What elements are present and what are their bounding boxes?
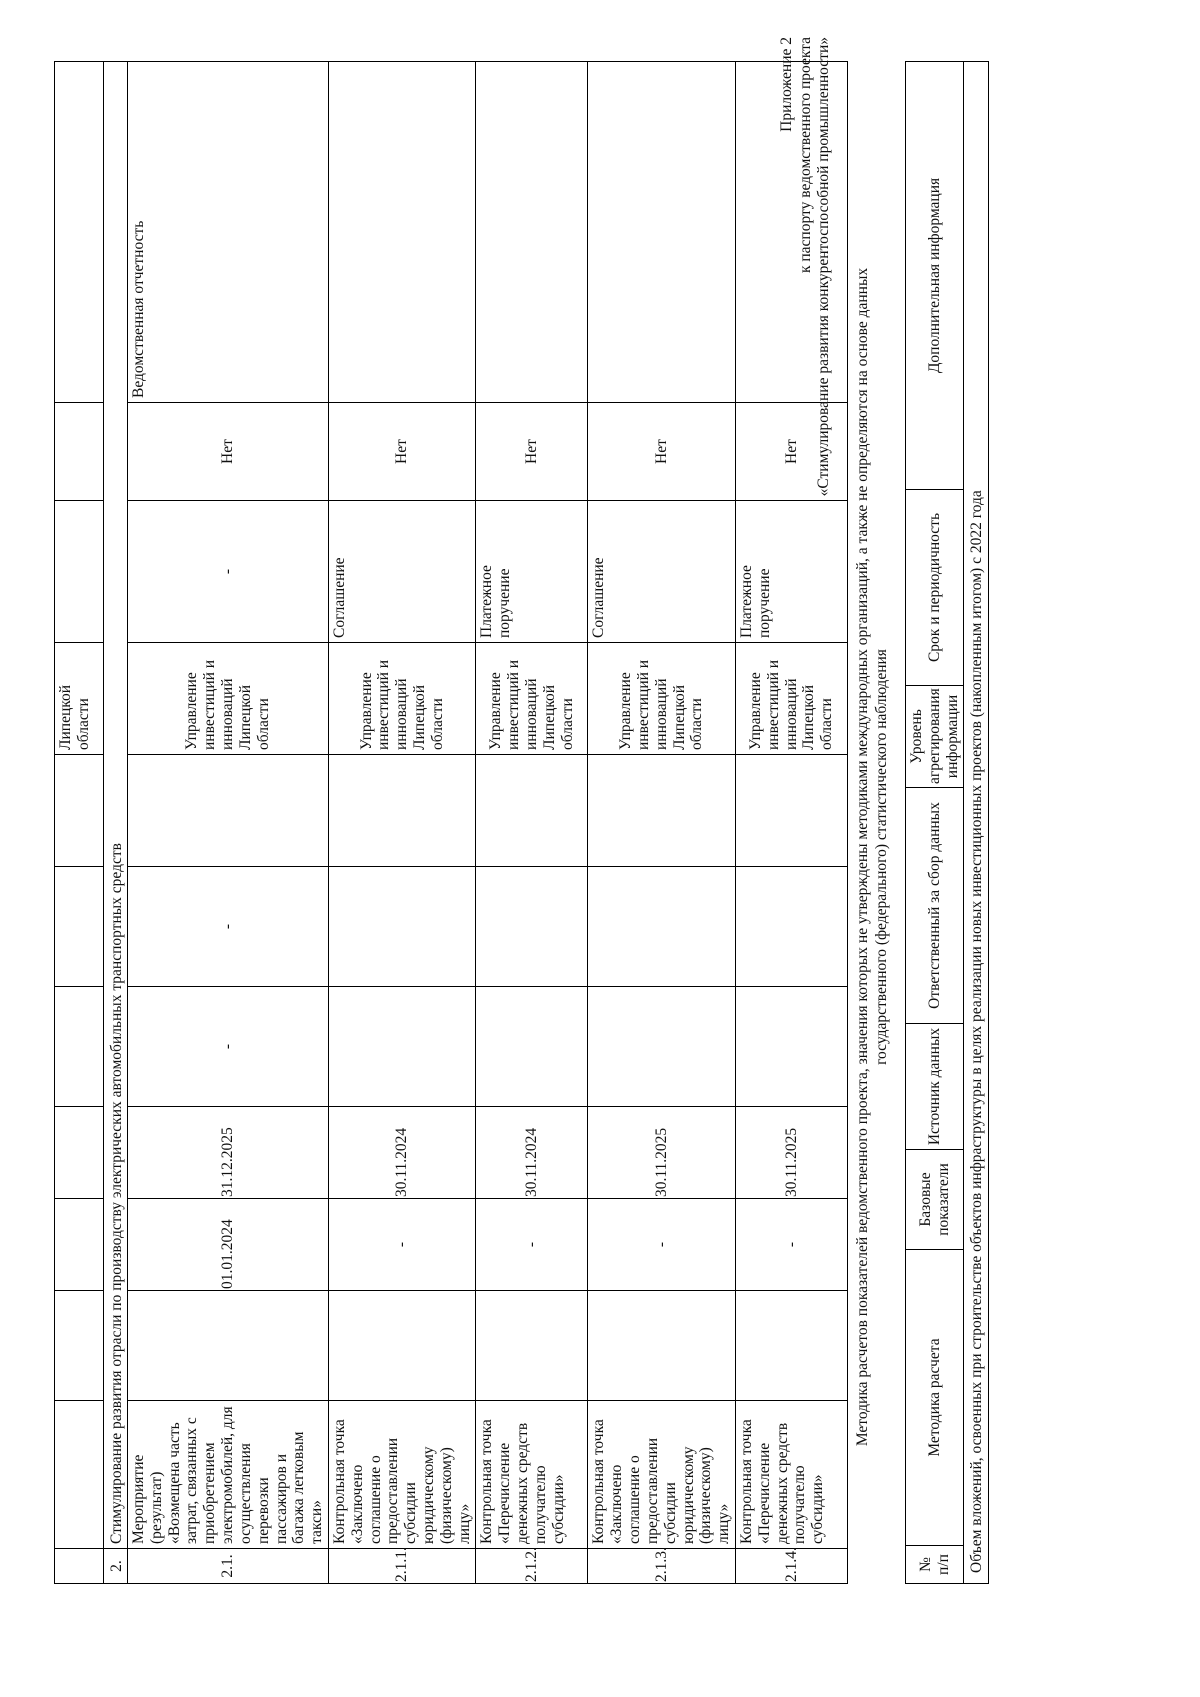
start-date: -: [588, 1199, 736, 1291]
start-date: -: [476, 1199, 588, 1291]
value-cell: [476, 867, 588, 987]
column-header: Базовые показатели: [906, 1150, 964, 1250]
row-name: Контрольная точка «Перечисление денежных средств получателю субсидии»: [476, 1401, 588, 1549]
row-name: Контрольная точка «Перечисление денежных средств получателю субсидии»: [735, 1401, 847, 1549]
row-number: 2.1.2.: [476, 1549, 588, 1584]
value-cell: -: [128, 987, 329, 1107]
end-date: 30.11.2025: [735, 1107, 847, 1199]
value-cell: [588, 987, 736, 1107]
table-row: [964, 62, 989, 1584]
start-date: -: [735, 1199, 847, 1291]
value-cell: -: [128, 867, 329, 987]
appendix-caption: [778, 37, 834, 597]
responsible-cell: Управление инвестиций и инноваций Липецкой области: [588, 643, 736, 755]
row-name: Мероприятие (результат) «Возмещена часть затрат, связанных с приобретением электромобилей, для осуществления перевозки пассажиров и багажа легковым такси»: [128, 1401, 329, 1549]
document-cell: -: [128, 501, 329, 643]
responsible-cell: Управление инвестиций и инноваций Липецкой области: [128, 643, 329, 755]
project-plan-table: [54, 61, 848, 1584]
appendix-project-name: «Стимулирование развития конкурентоспособной промышленности»: [815, 37, 833, 497]
section-number: 2.: [104, 1549, 128, 1584]
row-name: Контрольная точка «Заключено соглашение о предоставлении субсидии юридическому (физическому) лицу»: [588, 1401, 736, 1549]
info-cell: [588, 62, 736, 403]
value-cell: [735, 867, 847, 987]
row-number: 2.1.1.: [328, 1549, 476, 1584]
document-cell: Платежное поручение: [476, 501, 588, 643]
section-title: Стимулирование развития отрасли по производству электрических автомобильных транспортных средств: [104, 62, 128, 1549]
table-row: [128, 62, 329, 1584]
info-cell: Ведомственная отчетность: [128, 62, 329, 403]
header-row: [906, 62, 964, 1584]
ais-cell: Нет: [476, 403, 588, 501]
method-table: [905, 61, 989, 1584]
end-date: 31.12.2025: [128, 1107, 329, 1199]
ais-cell: Нет: [328, 403, 476, 501]
section-row: [104, 62, 128, 1584]
appendix-subtitle: к паспорту ведомственного проекта: [796, 37, 814, 274]
value-cell: [328, 987, 476, 1107]
method-heading-line: государственного (федерального) статистического наблюдения: [873, 649, 891, 1065]
info-cell: [328, 62, 476, 403]
ais-cell: Нет: [735, 403, 847, 501]
row-number: 2.1.4.: [735, 1549, 847, 1584]
value-cell: [588, 867, 736, 987]
responsible-cell: Липецкой области: [55, 643, 104, 755]
column-header: № п/п: [906, 1546, 964, 1584]
table-row: [55, 62, 104, 1584]
indicator-name: Объем вложений, освоенных при строительстве объектов инфраструктуры в целях реализации новых инвестиционных проектов (накопленным итогом) с 2022 года: [964, 62, 989, 1584]
column-header: Дополнительная информация: [906, 62, 964, 490]
appendix-title: Приложение 2: [778, 37, 795, 132]
method-heading-line: Методика расчетов показателей ведомственного проекта, значения которых не утверждены методиками международных организаций, а также не определяются на основе данных: [854, 267, 871, 1447]
end-date: 30.11.2025: [588, 1107, 736, 1199]
row-number: 2.1.3.: [588, 1549, 736, 1584]
column-header: Источник данных: [906, 1024, 964, 1150]
info-cell: [476, 62, 588, 403]
responsible-cell: Управление инвестиций и инноваций Липецкой области: [476, 643, 588, 755]
document-cell: Соглашение: [588, 501, 736, 643]
document-cell: Платежное поручение: [735, 501, 847, 643]
value-cell: [328, 867, 476, 987]
column-header: Ответственный за сбор данных: [906, 788, 964, 1024]
start-date: -: [328, 1199, 476, 1291]
table-row: [588, 62, 736, 1584]
responsible-cell: Управление инвестиций и инноваций Липецкой области: [328, 643, 476, 755]
column-header: Методика расчета: [906, 1250, 964, 1546]
row-number: 2.1.: [128, 1549, 329, 1584]
start-date: 01.01.2024: [128, 1199, 329, 1291]
end-date: 30.11.2024: [476, 1107, 588, 1199]
column-header: Уровень агрегирования информации: [906, 686, 964, 788]
table-row: [328, 62, 476, 1584]
table-row: [476, 62, 588, 1584]
ais-cell: Нет: [588, 403, 736, 501]
method-heading: [853, 117, 892, 1597]
value-cell: [735, 987, 847, 1107]
responsible-cell: Управление инвестиций и инноваций Липецкой области: [735, 643, 847, 755]
ais-cell: Нет: [128, 403, 329, 501]
value-cell: [476, 987, 588, 1107]
end-date: 30.11.2024: [328, 1107, 476, 1199]
row-name: Контрольная точка «Заключено соглашение о предоставлении субсидии юридическому (физическому) лицу»: [328, 1401, 476, 1549]
document-cell: Соглашение: [328, 501, 476, 643]
column-header: Срок и периодичность: [906, 490, 964, 686]
